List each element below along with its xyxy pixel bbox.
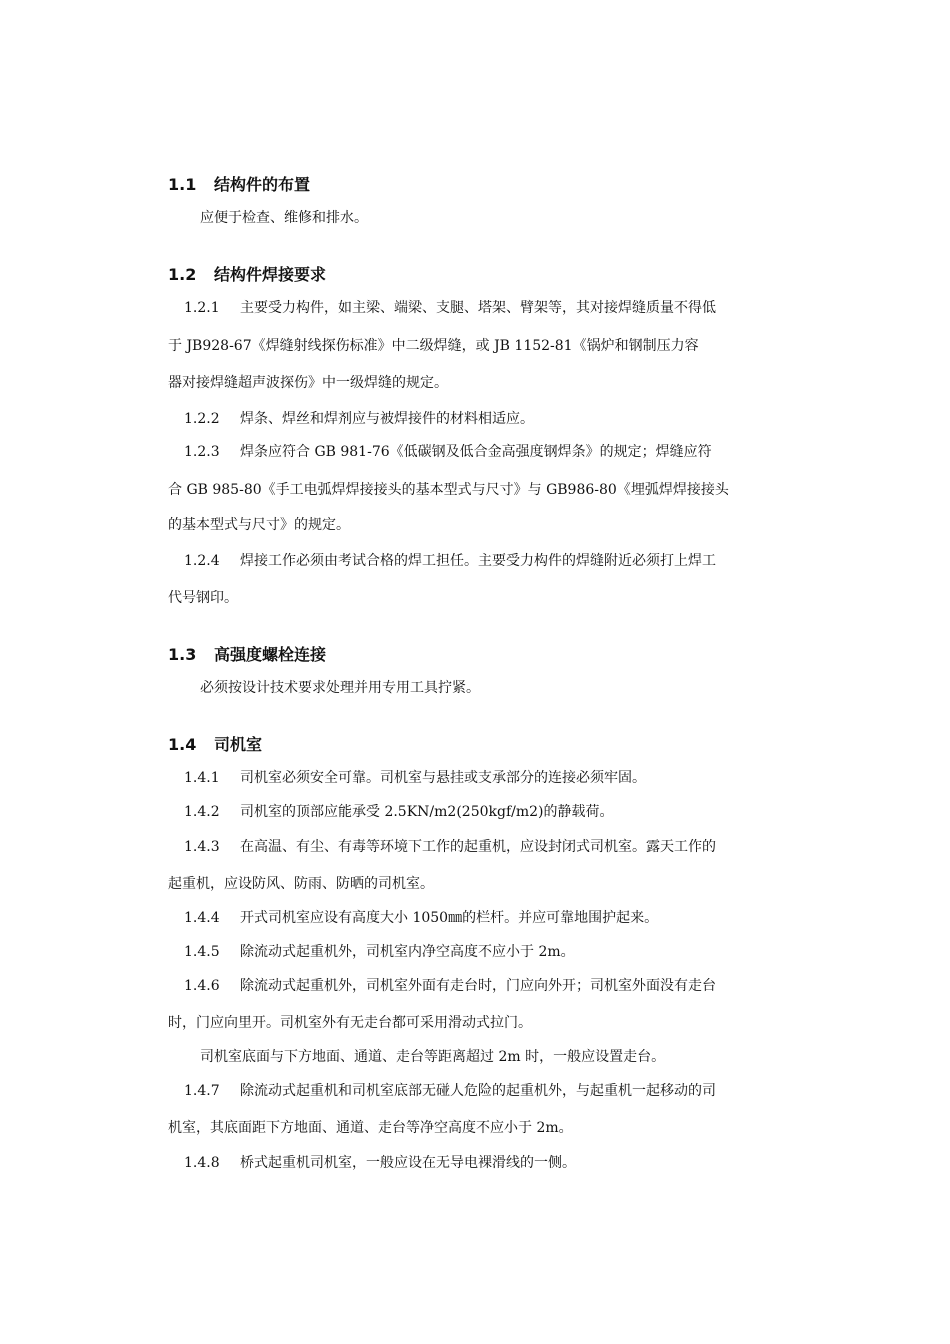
item-1-2-4-line-1: [184, 551, 716, 571]
item-1-2-2-line-1: [184, 409, 534, 429]
item-text: 司机室必须安全可靠。司机室与悬挂或支承部分的连接必须牢固。: [240, 770, 646, 786]
item-1-2-4-line-2: 代号钢印。: [168, 590, 238, 606]
section-number: 1.2: [168, 265, 197, 284]
section-heading-1-4: [168, 734, 262, 756]
item-1-4-7-line-1: [184, 1081, 716, 1101]
item-text: 开式司机室应设有高度大小 1050㎜的栏杆。并应可靠地围护起来。: [240, 910, 659, 926]
item-number: 1.2.2: [184, 411, 220, 427]
section-text-1-3: 必须按设计技术要求处理并用专用工具拧紧。: [200, 680, 480, 696]
item-1-4-6-line-1: [184, 976, 716, 996]
item-1-2-3-line-1: [184, 442, 712, 462]
item-1-4-3-line-1: [184, 837, 716, 857]
item-1-2-3-line-3: 的基本型式与尺寸》的规定。: [168, 517, 350, 533]
item-text: 主要受力构件，如主梁、端梁、支腿、塔架、臂架等，其对接焊缝质量不得低: [240, 300, 716, 316]
item-1-4-2-line-1: [184, 802, 614, 822]
item-number: 1.4.4: [184, 910, 220, 926]
item-number: 1.4.3: [184, 839, 220, 855]
section-number: 1.4: [168, 735, 197, 754]
item-number: 1.2.1: [184, 300, 220, 316]
item-1-4-1-line-1: [184, 768, 646, 788]
item-1-4-5-line-1: [184, 942, 575, 962]
section-title: 司机室: [214, 735, 263, 754]
item-number: 1.2.3: [184, 444, 220, 460]
item-number: 1.4.1: [184, 770, 220, 786]
item-number: 1.2.4: [184, 553, 220, 569]
section-number: 1.3: [168, 645, 197, 664]
item-1-4-4-line-1: [184, 908, 658, 928]
item-1-4-6-extra: 司机室底面与下方地面、通道、走台等距离超过 2m 时，一般应设置走台。: [200, 1049, 666, 1065]
item-text: 司机室的顶部应能承受 2.5KN/m2(250kgf/m2)的静载荷。: [240, 804, 614, 820]
item-1-2-1-line-2: 于 JB928-67《焊缝射线探伤标准》中二级焊缝，或 JB 1152-81《锅炉和钢制压力容: [168, 338, 699, 354]
item-text: 焊条应符合 GB 981-76《低碳钢及低合金高强度钢焊条》的规定；焊缝应符: [240, 444, 712, 460]
item-1-2-1-line-1: [184, 298, 716, 318]
item-number: 1.4.5: [184, 944, 220, 960]
item-number: 1.4.8: [184, 1155, 220, 1171]
section-heading-1-1: [168, 174, 310, 196]
section-heading-1-2: [168, 264, 326, 286]
item-text: 除流动式起重机外，司机室内净空高度不应小于 2m。: [240, 944, 575, 960]
item-number: 1.4.6: [184, 978, 220, 994]
item-text: 焊条、焊丝和焊剂应与被焊接件的材料相适应。: [240, 411, 534, 427]
item-1-4-3-line-2: 起重机，应设防风、防雨、防晒的司机室。: [168, 876, 434, 892]
item-1-4-7-line-2: 机室，其底面距下方地面、通道、走台等净空高度不应小于 2m。: [168, 1120, 573, 1136]
item-1-4-8-line-1: [184, 1153, 576, 1173]
item-1-2-3-line-2: 合 GB 985-80《手工电弧焊焊接接头的基本型式与尺寸》与 GB986-80《埋弧焊焊接接头: [168, 482, 729, 498]
section-number: 1.1: [168, 175, 197, 194]
section-title: 高强度螺栓连接: [214, 645, 327, 664]
item-number: 1.4.7: [184, 1083, 220, 1099]
section-title: 结构件焊接要求: [214, 265, 327, 284]
item-text: 在高温、有尘、有毒等环境下工作的起重机，应设封闭式司机室。露天工作的: [240, 839, 716, 855]
item-text: 桥式起重机司机室，一般应设在无导电裸滑线的一侧。: [240, 1155, 576, 1171]
section-title: 结构件的布置: [214, 175, 311, 194]
section-heading-1-3: [168, 644, 326, 666]
item-1-2-1-line-3: 器对接焊缝超声波探伤》中一级焊缝的规定。: [168, 375, 448, 391]
section-text-1-1: 应便于检查、维修和排水。: [200, 210, 368, 226]
item-number: 1.4.2: [184, 804, 220, 820]
item-text: 除流动式起重机外，司机室外面有走台时，门应向外开；司机室外面没有走台: [240, 978, 716, 994]
item-1-4-6-line-2: 时，门应向里开。司机室外有无走台都可采用滑动式拉门。: [168, 1015, 532, 1031]
item-text: 除流动式起重机和司机室底部无碰人危险的起重机外，与起重机一起移动的司: [240, 1083, 716, 1099]
item-text: 焊接工作必须由考试合格的焊工担任。主要受力构件的焊缝附近必须打上焊工: [240, 553, 716, 569]
